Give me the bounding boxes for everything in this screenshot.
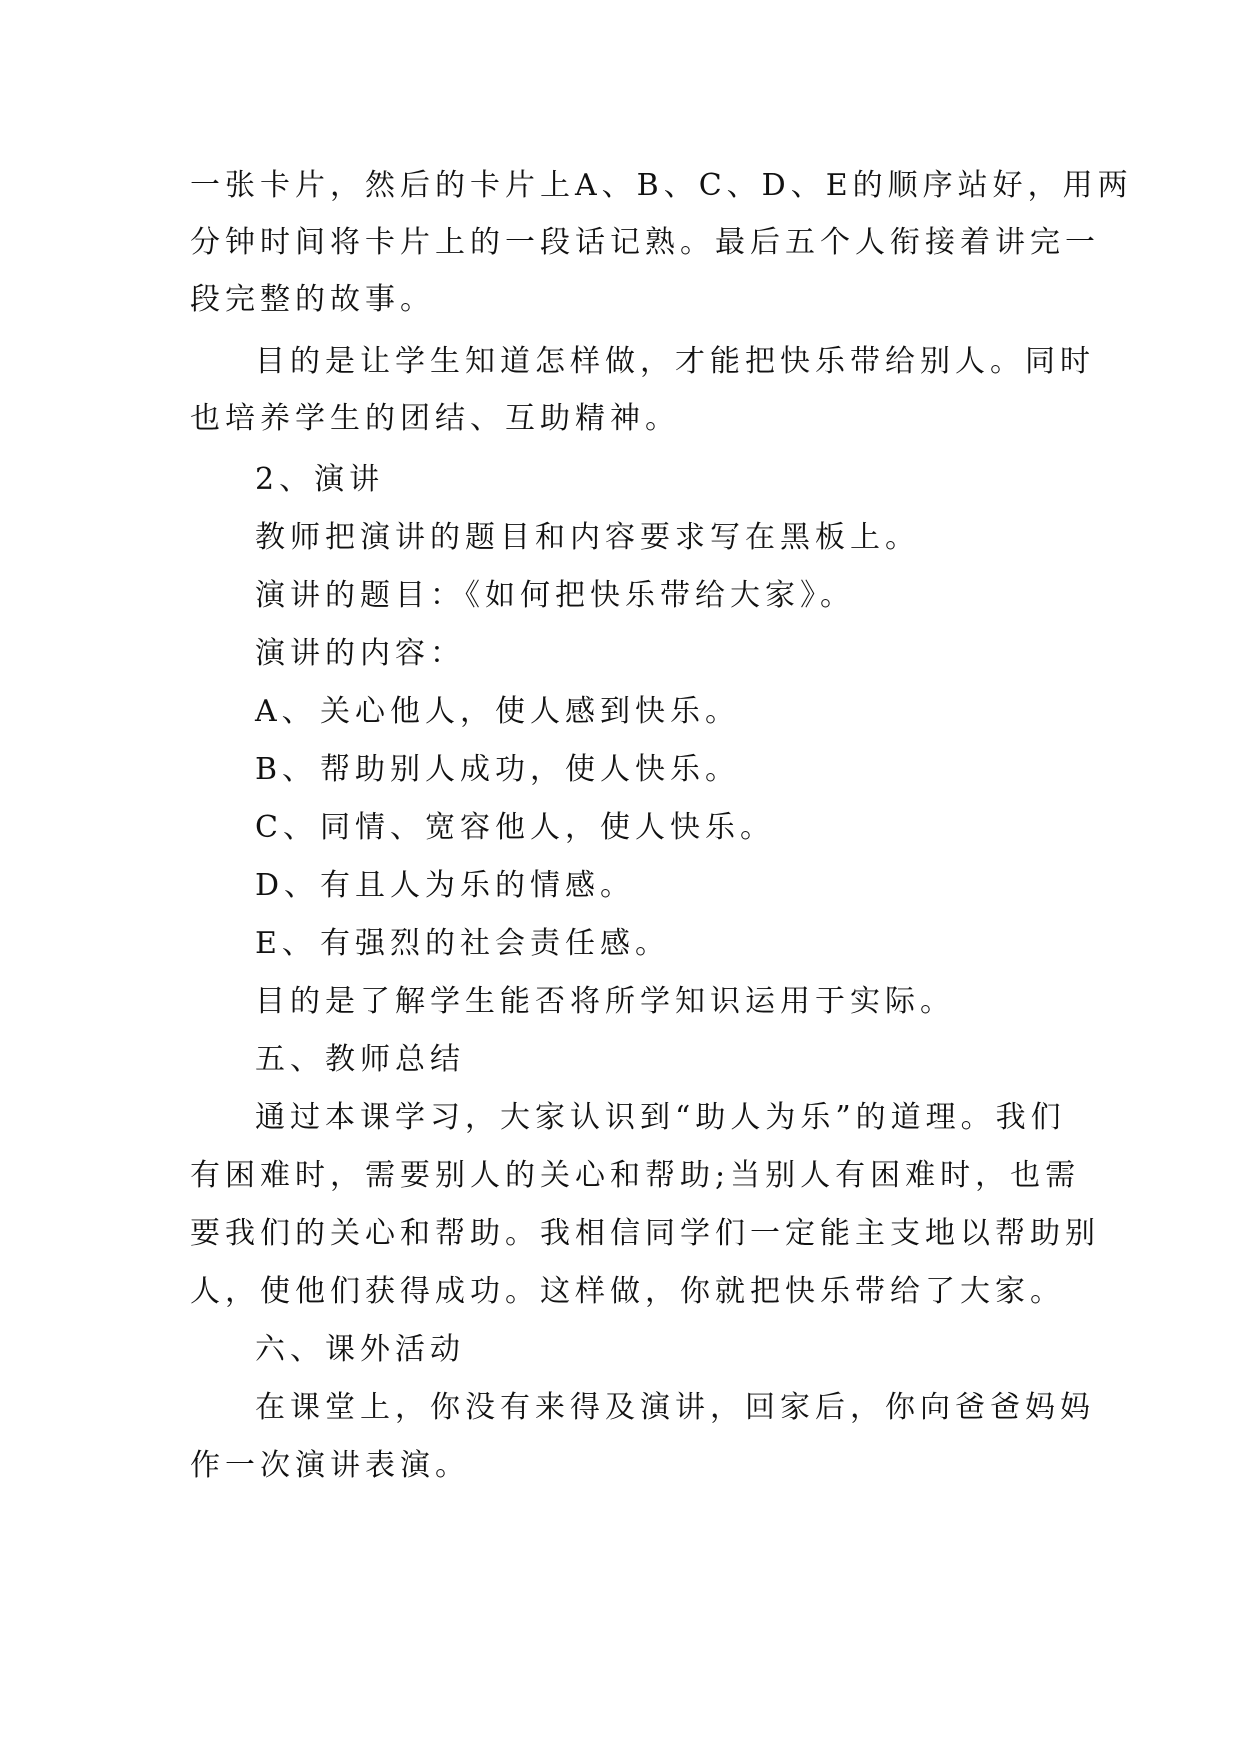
item-marker: E、 bbox=[255, 926, 317, 961]
text-line: 作一次演讲表演。 bbox=[190, 1448, 470, 1483]
paragraph-line: 通过本课学习，大家认识到“助人为乐”的道理。我们 bbox=[255, 1100, 1066, 1135]
section-heading: 2、演讲 bbox=[255, 462, 385, 497]
text-line: 有困难时，需要别人的关心和帮助;当别人有困难时，也需 bbox=[190, 1158, 1081, 1193]
item-text: 有且人为乐的情感。 bbox=[320, 868, 635, 903]
item-text: 同情、宽容他人，使人快乐。 bbox=[320, 810, 775, 845]
text-line: 人，使他们获得成功。这样做，你就把快乐带给了大家。 bbox=[190, 1274, 1065, 1309]
item-marker: A、 bbox=[255, 694, 317, 729]
item-marker: B、 bbox=[255, 752, 318, 787]
paragraph-line: 在课堂上，你没有来得及演讲，回家后，你向爸爸妈妈 bbox=[255, 1390, 1095, 1425]
text-line: 也培养学生的团结、互助精神。 bbox=[190, 401, 680, 436]
text-line: 一张卡片，然后的卡片上A、B、C、D、E的顺序站好，用两 bbox=[190, 168, 1133, 203]
speech-title-line: 演讲的题目：《如何把快乐带给大家》。 bbox=[255, 578, 855, 613]
item-text: 有强烈的社会责任感。 bbox=[320, 926, 670, 961]
speech-item bbox=[255, 915, 670, 973]
paragraph-line: 目的是让学生知道怎样做，才能把快乐带给别人。同时 bbox=[255, 344, 1095, 379]
text-line: 要我们的关心和帮助。我相信同学们一定能主支地以帮助别 bbox=[190, 1216, 1100, 1251]
paragraph-line: 教师把演讲的题目和内容要求写在黑板上。 bbox=[255, 520, 920, 555]
paragraph-line: 目的是了解学生能否将所学知识运用于实际。 bbox=[255, 984, 955, 1019]
speech-item bbox=[255, 741, 740, 799]
item-text: 关心他人，使人感到快乐。 bbox=[320, 694, 740, 729]
item-marker: C、 bbox=[255, 810, 318, 845]
section-heading: 六、课外活动 bbox=[255, 1332, 465, 1367]
text-line: 段完整的故事。 bbox=[190, 282, 435, 317]
section-heading: 五、教师总结 bbox=[255, 1042, 465, 1077]
speech-item bbox=[255, 857, 635, 915]
item-marker: D、 bbox=[255, 868, 320, 903]
speech-content-heading: 演讲的内容： bbox=[255, 636, 465, 671]
speech-item bbox=[255, 799, 775, 857]
text-line: 分钟时间将卡片上的一段话记熟。最后五个人衔接着讲完一 bbox=[190, 225, 1100, 260]
speech-item bbox=[255, 683, 740, 741]
item-text: 帮助别人成功，使人快乐。 bbox=[320, 752, 740, 787]
